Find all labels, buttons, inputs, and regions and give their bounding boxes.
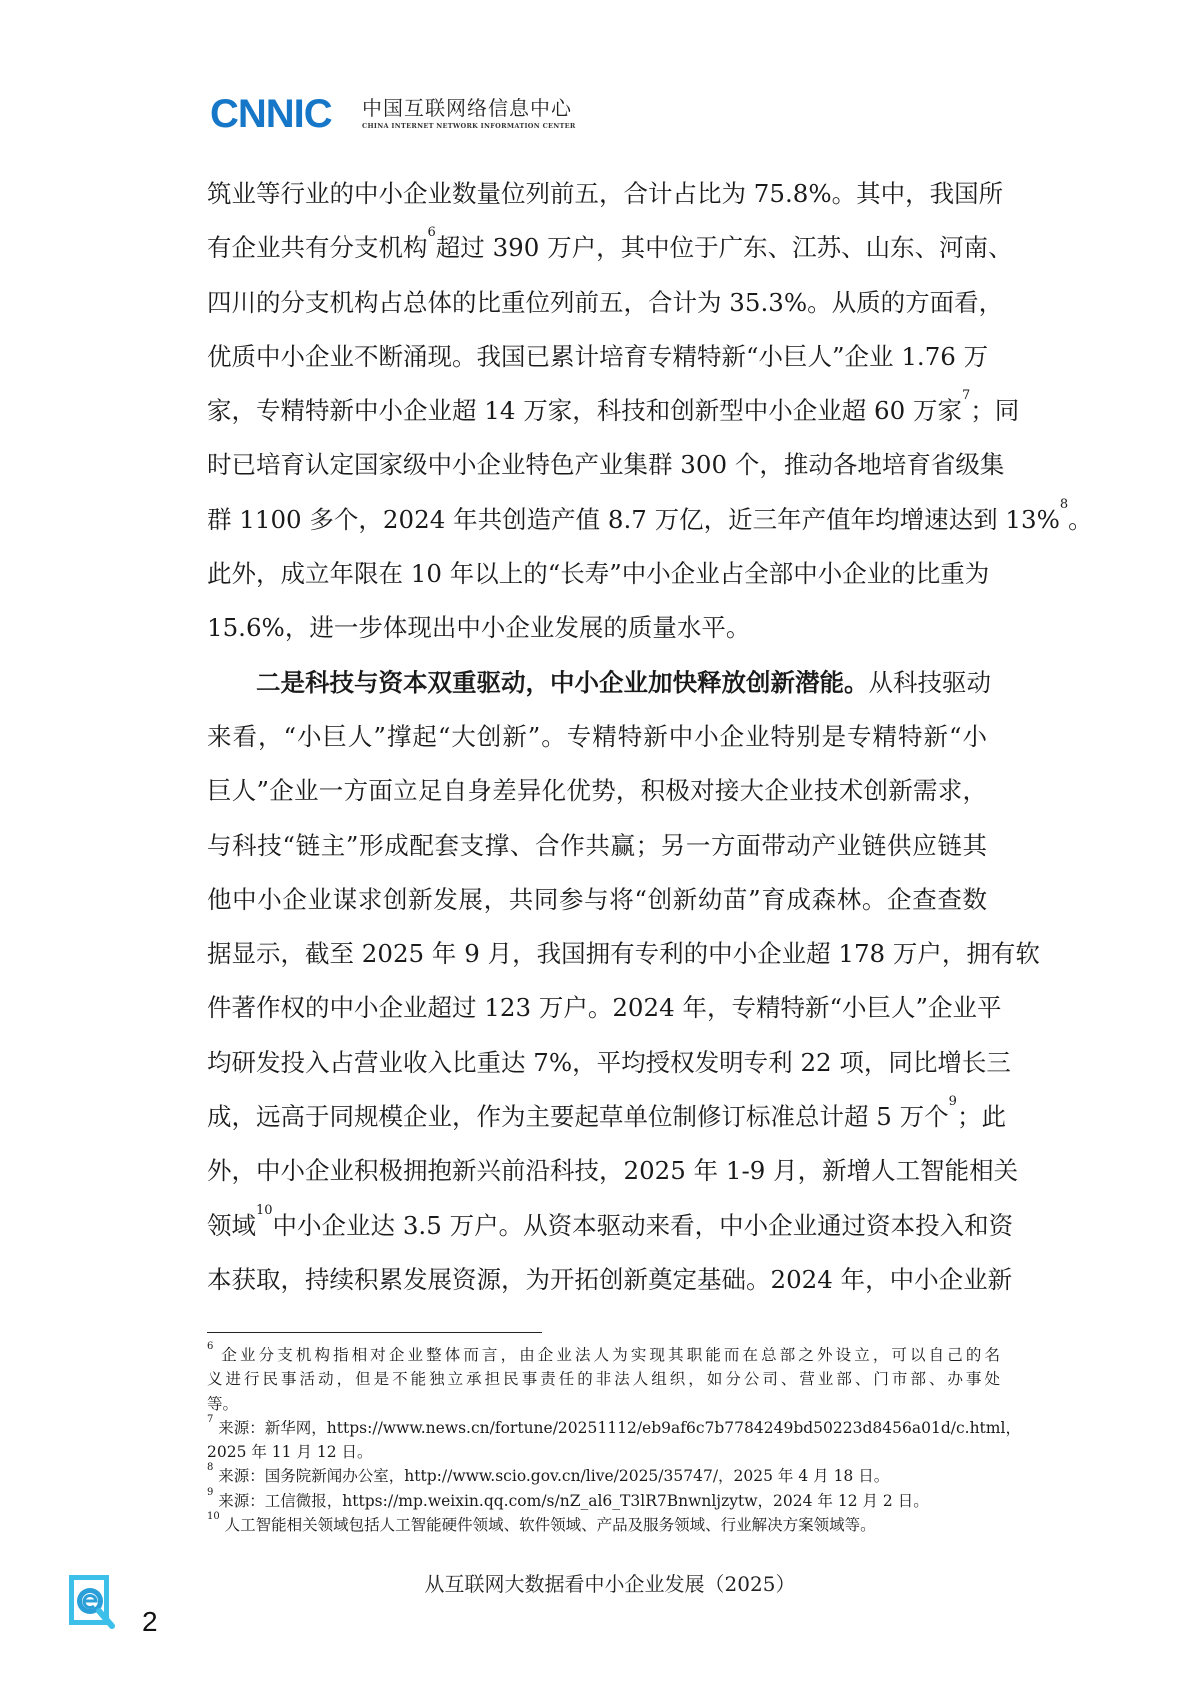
paragraph-line [207, 388, 1020, 446]
text-run: 2025 年 11 月 12 日。 [207, 1443, 373, 1462]
footnote-marker[interactable]: 10 [207, 1511, 220, 1523]
paragraph-line [207, 609, 987, 663]
paragraph-line [207, 284, 1004, 338]
paragraph-line [207, 225, 1013, 283]
paragraph-line [207, 496, 1093, 555]
footer-title-text: 从互联网大数据看中小企业发展（2025） [424, 1572, 796, 1596]
text-run: 15.6%，进一步体现出中小企业发展的质量水平。 [207, 613, 751, 643]
footnote-marker[interactable]: 6 [427, 225, 436, 241]
paragraph-line [207, 1152, 1019, 1206]
footnote-line [207, 1343, 1000, 1367]
footnote-line [207, 1486, 1000, 1513]
paragraph-line [207, 718, 987, 772]
text-run: 。 [1068, 504, 1093, 534]
text-run: 来源：国务院新闻办公室，http://www.scio.gov.cn/live/2025/35747/，2025 年 4 月 18 日。 [213, 1467, 890, 1486]
paragraph-line [207, 175, 1004, 229]
text-run: 等。 [207, 1394, 239, 1413]
text-run: ；此 [956, 1102, 1006, 1132]
paragraph-line [207, 881, 987, 935]
footnote-line [207, 1440, 1000, 1464]
text-run: 企业分支机构指相对企业整体而言，由企业法人为实现其职能而在总部之外设立，可以自己的名 [213, 1346, 1000, 1364]
paragraph-line [207, 989, 1002, 1043]
footnotes [207, 1341, 1021, 1537]
text-run: 来看，“小巨人”撑起“大创新”。专精特新中小企业特别是专精特新“小 [207, 721, 987, 751]
text-run: 筑业等行业的中小企业数量位列前五，合计占比为 75.8%。其中，我国所 [207, 179, 1004, 208]
footnote-line [207, 1413, 1021, 1440]
text-run: 家，专精特新中小企业超 14 万家，科技和创新型中小企业超 60 万家 [207, 396, 962, 426]
text-run: 四川的分支机构占总体的比重位列前五，合计为 35.3%。从质的方面看， [207, 287, 1004, 317]
paragraph-line [207, 555, 990, 609]
text-run: 成，远高于同规模企业，作为主要起草单位制修订标准总计超 5 万个 [207, 1102, 949, 1132]
text-run: 均研发投入占营业收入比重达 7%，平均授权发明专利 22 项，同比增长三 [207, 1047, 1011, 1077]
paragraph-line [207, 1094, 1006, 1152]
org-name-cn: 中国互联网络信息中心 [362, 96, 572, 120]
paragraph-line [207, 1202, 1014, 1261]
paragraph-line [207, 338, 987, 392]
paragraph-line [207, 935, 1040, 989]
text-run: 从科技驱动 [868, 667, 991, 697]
paragraph-line [207, 827, 987, 881]
org-name-en: CHINA INTERNET NETWORK INFORMATION CENTER [362, 122, 576, 130]
footer-title [0, 1568, 1200, 1597]
text-run: 领域 [207, 1210, 256, 1240]
text-run: 时已培育认定国家级中小企业特色产业集群 300 个，推动各地培育省级集 [207, 450, 1005, 480]
footnote-marker[interactable]: 8 [207, 1462, 214, 1474]
text-run: 中小企业达 3.5 万户。从资本驱动来看，中小企业通过资本投入和资 [272, 1210, 1014, 1240]
logo-wordmark: CNNIC [210, 92, 332, 136]
paragraph-line [207, 664, 991, 718]
footnote-marker[interactable]: 8 [1059, 496, 1069, 512]
footnote-line [207, 1464, 1000, 1488]
text-run: 超过 390 万户，其中位于广东、江苏、山东、河南、 [435, 233, 1013, 263]
text-run: 优质中小企业不断涌现。我国已累计培育专精特新“小巨人”企业 1.76 万 [207, 341, 989, 371]
text-run: 来源：工信微报，https://mp.weixin.qq.com/s/nZ_al6_T3lR7Bnwnljzytw，2024 年 12 月 2 日。 [213, 1491, 929, 1510]
footnote-line [207, 1392, 1000, 1416]
text-run: 外，中小企业积极拥抱新兴前沿科技，2025 年 1-9 月，新增人工智能相关 [207, 1156, 1019, 1186]
paragraph-line [207, 1261, 1013, 1315]
paragraph-line [207, 1044, 1011, 1098]
footnote-marker[interactable]: 10 [256, 1202, 273, 1218]
footnote-marker[interactable]: 7 [207, 1413, 214, 1425]
text-run: 据显示，截至 2025 年 9 月，我国拥有专利的中小企业超 178 万户，拥有软 [207, 939, 1040, 969]
text-run: 与科技“链主”形成配套支撑、合作共赢；另一方面带动产业链供应链其 [207, 830, 987, 860]
text-run: 巨人”企业一方面立足自身差异化优势，积极对接大企业技术创新需求， [207, 776, 987, 806]
text-run: 有企业共有分支机构 [207, 233, 428, 263]
bold-lead-text: 二是科技与资本双重驱动，中小企业加快释放创新潜能。 [256, 667, 869, 697]
text-run: 群 1100 多个，2024 年共创造产值 8.7 万亿，近三年产值年均增速达到 13% [207, 504, 1060, 534]
text-run: ；同 [970, 396, 1020, 426]
footnote-line [207, 1367, 1000, 1391]
text-run: 本获取，持续积累发展资源，为开拓创新奠定基础。2024 年，中小企业新 [207, 1264, 1013, 1294]
text-run: 件著作权的中小企业超过 123 万户。2024 年，专精特新“小巨人”企业平 [207, 993, 1002, 1023]
text-run: 此外，成立年限在 10 年以上的“长寿”中小企业占全部中小企业的比重为 [207, 559, 990, 589]
footnote-divider [207, 1332, 542, 1333]
footnote-marker[interactable]: 7 [962, 388, 971, 404]
footnote-line [207, 1513, 1000, 1537]
footnote-marker[interactable]: 6 [207, 1341, 214, 1352]
paragraph-line [207, 446, 1005, 500]
footnote-marker[interactable]: 9 [207, 1486, 214, 1498]
body-text [207, 175, 1093, 1315]
text-run: 来源：新华网，https://www.news.cn/fortune/20251112/eb9af6c7b7784249bd50223d8456a01d/c.html， [213, 1418, 1021, 1437]
text-run: 人工智能相关领域包括人工智能硬件领域、软件领域、产品及服务领域、行业解决方案领域等。 [219, 1516, 876, 1535]
page-number: 2 [142, 1606, 158, 1637]
text-run: 义进行民事活动，但是不能独立承担民事责任的非法人组织，如分公司、营业部、门市部、办事处 [207, 1370, 1000, 1389]
paragraph-line [207, 772, 987, 826]
footnote-marker[interactable]: 9 [948, 1094, 957, 1110]
text-run: 他中小企业谋求创新发展，共同参与将“创新幼苗”育成森林。企查查数 [207, 884, 987, 914]
